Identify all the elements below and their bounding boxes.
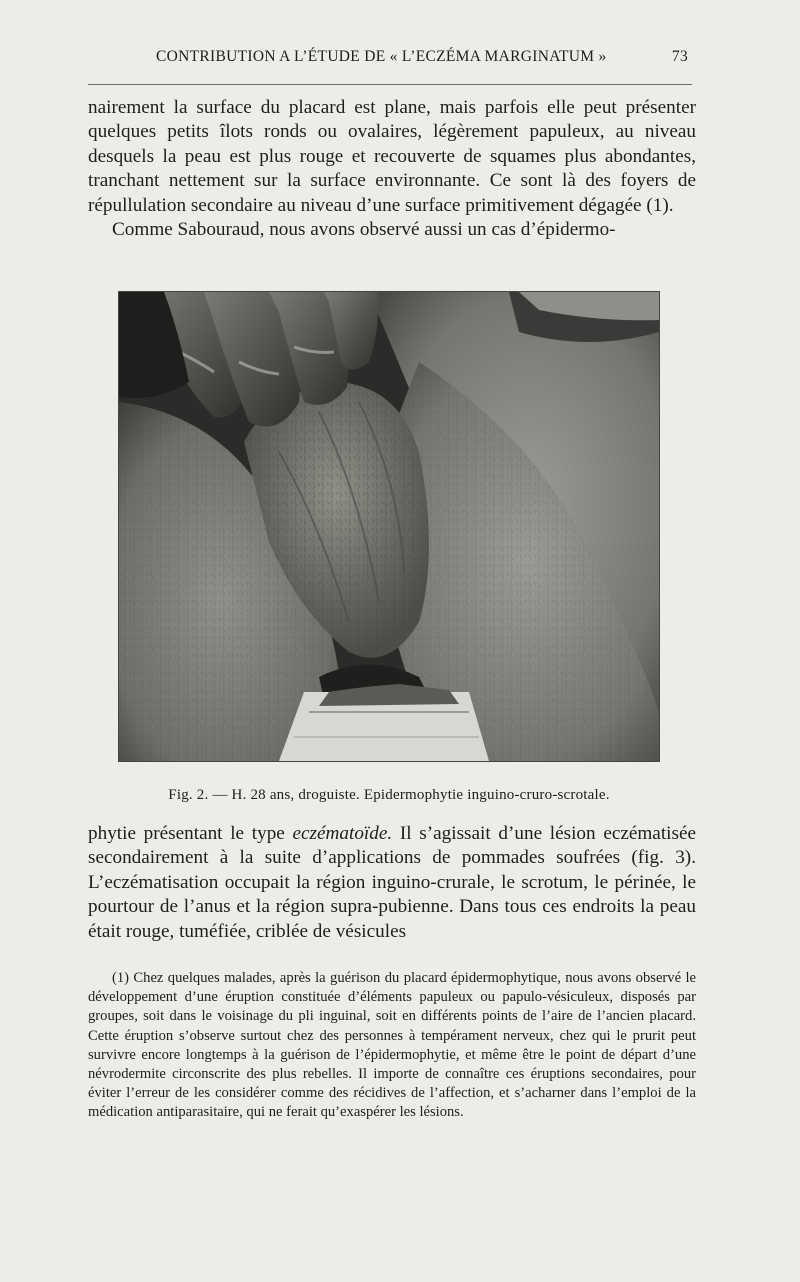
figure-caption: Fig. 2. — H. 28 ans, droguiste. Epidermophytie inguino-cruro-scrotale. [168,787,610,803]
body-text-top [88,96,696,242]
body-text-bottom [88,822,696,944]
paragraph-eczematoid-start: phytie présentant le type [88,823,293,844]
paragraph-sabouraud: Comme Sabouraud, nous avons observé aussi un cas d’épidermo- [112,219,616,241]
paragraph-eczematoid [88,822,696,944]
clinical-photograph [119,292,659,761]
footnote-text: (1) Chez quelques malades, après la guérison du placard épidermophytique, nous avons observé le développement d’une éruption constituée d’éléments papuleux ou papulo-vésiculeux, disposés par groupes, soit dans le voisinage du pli inguinal, soit en différents points de l’aire de l’ancien placard. Cette éruption s’observe surtout chez des personnes à tempérament nerveux, chez qui le prurit peut survivre encore longtemps à la guérison de l’épidermophytie, et même être le point de départ d’une névrodermite circonscrite des plus rebelles. Il importe de connaître ces éruptions secondaires, pour éviter l’erreur de les considérer comme des récidives de l’affection, et s’acharner dans l’emploi de la médication antiparasitaire, qui ne ferait qu’exaspérer les lésions. [88,970,696,1121]
running-head [88,48,692,72]
paragraph-eczematoid-rest: Il s’agissait d’une lésion eczématisée secondairement à la suite d’applications de pommades soufrées (fig. 3). L’eczématisation occupait la région inguino-crurale, le scrotum, le périnée, le pourtour de l’anus et la région supra-pubienne. Dans tous ces endroits la peau était rouge, tuméfiée, criblée de vésicules [88,823,696,942]
header-rule [88,84,692,85]
paragraph-continued: nairement la surface du placard est plane, mais parfois elle peut présenter quelques petits îlots ronds ou ovalaires, légèrement papuleux, au niveau desquels la peau est plus rouge et recouverte de squames plus abondantes, tranchant nettement sur la surface environnante. Ce sont là des foyers de répullulation secondaire au niveau d’une surface primitivement dégagée (1). [88,97,696,216]
footnote [88,969,696,1123]
figure-photograph [118,291,660,762]
italic-term: eczématoïde. [292,823,393,844]
running-head-title: CONTRIBUTION A L’ÉTUDE DE « L’ECZÉMA MARGINATUM » [156,48,607,65]
page-number: 73 [671,48,688,65]
